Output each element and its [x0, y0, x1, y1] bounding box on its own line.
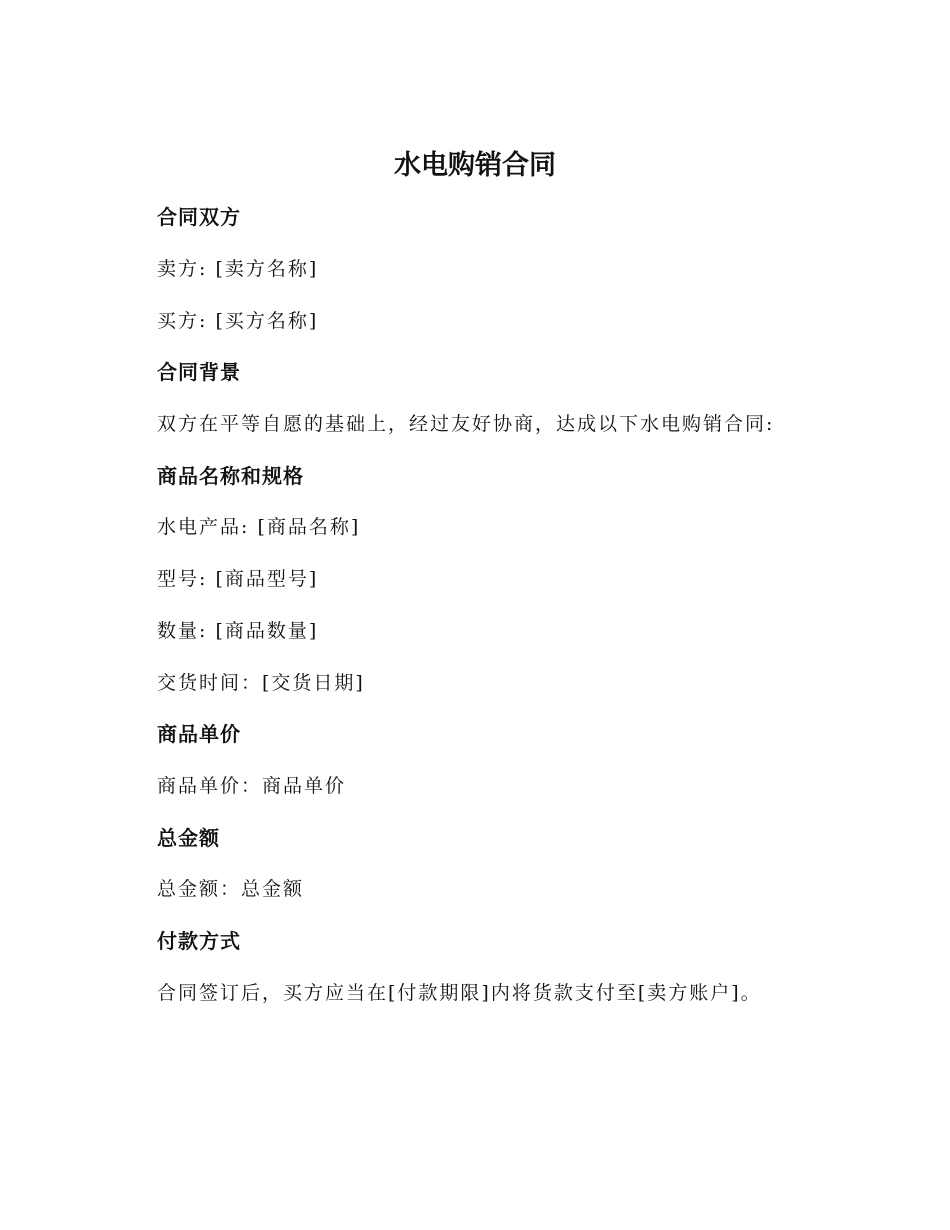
section-background — [157, 345, 797, 397]
buyer-line: 买方: [买方名称] — [157, 309, 319, 332]
section-parties — [157, 190, 797, 242]
section-unit-price — [157, 707, 797, 759]
total-amount-line: 总金额：总金额 — [157, 878, 305, 901]
section-payment-method — [157, 914, 797, 966]
product-name-line: 水电产品: [商品名称] — [157, 516, 361, 539]
model-line: 型号: [商品型号] — [157, 568, 319, 591]
section-heading: 付款方式 — [157, 928, 241, 953]
payment-line: 合同签订后，买方应当在[付款期限]内将货款支付至[卖方账户]。 — [157, 981, 762, 1004]
section-heading: 合同双方 — [157, 205, 241, 230]
background-line: 双方在平等自愿的基础上，经过友好协商，达成以下水电购销合同: — [157, 413, 775, 436]
section-heading: 合同背景 — [157, 360, 241, 385]
document-title: 水电购销合同 — [394, 150, 556, 181]
section-heading: 商品单价 — [157, 722, 241, 747]
section-product-spec — [157, 448, 797, 500]
section-total-amount — [157, 810, 797, 862]
section-heading: 总金额 — [157, 825, 220, 850]
section-heading: 商品名称和规格 — [157, 463, 304, 488]
quantity-line: 数量: [商品数量] — [157, 619, 319, 642]
unit-price-line: 商品单价：商品单价 — [157, 774, 347, 797]
document-body — [157, 190, 797, 1017]
delivery-time-line: 交货时间：[交货日期] — [157, 671, 365, 694]
seller-line: 卖方: [卖方名称] — [157, 258, 319, 281]
